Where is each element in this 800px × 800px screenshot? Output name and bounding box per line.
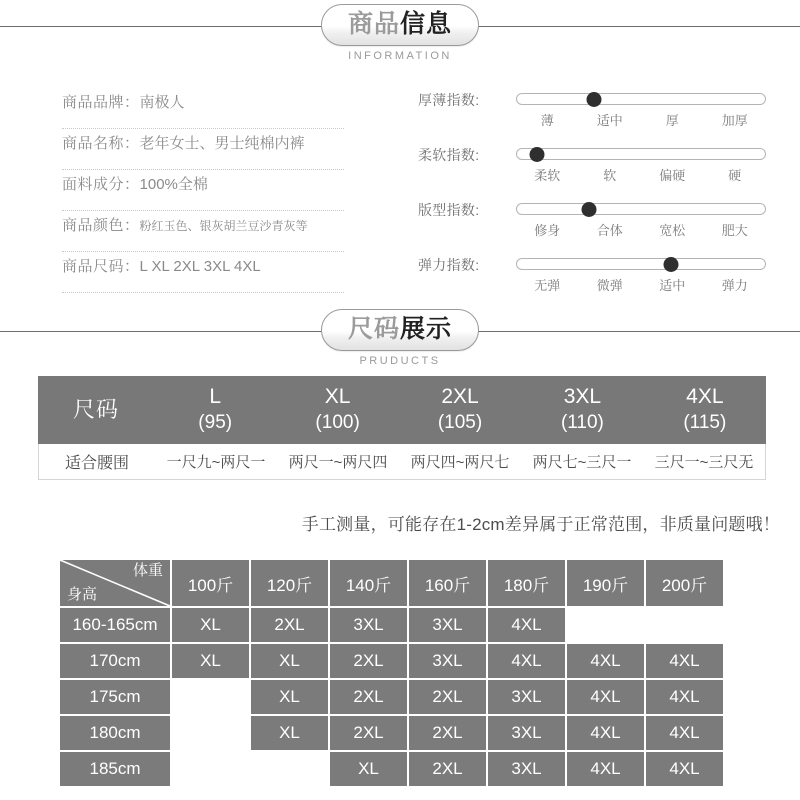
table-row — [60, 716, 723, 750]
info-label: 商品尺码： — [62, 258, 140, 275]
info-value: 100%全棉 — [139, 176, 208, 193]
hw-height-header: 185cm — [60, 752, 170, 786]
info-value: 南极人 — [139, 94, 185, 111]
size-chart-header-cell — [154, 376, 276, 444]
slider-tick-label: 偏硬 — [659, 168, 686, 183]
slider-track[interactable] — [516, 148, 766, 160]
slider-track[interactable] — [516, 93, 766, 105]
hw-size-cell: 4XL — [646, 752, 723, 786]
hw-size-cell: 3XL — [409, 644, 486, 678]
hw-size-cell: 2XL — [251, 608, 328, 642]
hw-weight-header: 100斤 — [172, 560, 249, 606]
section-title — [348, 9, 452, 39]
info-row — [62, 88, 362, 129]
info-row — [62, 211, 362, 252]
section-title — [348, 314, 452, 344]
hw-height-header: 175cm — [60, 680, 170, 714]
hw-size-cell: XL — [251, 644, 328, 678]
slider-label: 弹力指数: — [418, 257, 480, 273]
waist-value: 两尺四~两尺七 — [410, 454, 510, 471]
banner-rule-left — [0, 26, 330, 27]
hw-size-cell — [172, 680, 249, 714]
hw-size-cell: XL — [172, 608, 249, 642]
slider-handle[interactable] — [586, 92, 601, 107]
waist-value: 三尺一~三尺无 — [654, 454, 754, 471]
hw-size-cell: 4XL — [567, 716, 644, 750]
hw-size-cell: XL — [251, 716, 328, 750]
hw-height-header: 160-165cm — [60, 608, 170, 642]
slider-handle[interactable] — [663, 257, 678, 272]
size-number: (95) — [198, 412, 233, 433]
hw-size-cell: 2XL — [330, 644, 407, 678]
hw-size-cell: 2XL — [409, 716, 486, 750]
size-number: (110) — [560, 412, 604, 433]
slider-handle[interactable] — [581, 202, 596, 217]
size-number: (100) — [315, 412, 360, 433]
hw-weight-header: 120斤 — [251, 560, 328, 606]
size-name: 4XL — [686, 385, 724, 408]
info-row-text — [62, 88, 362, 118]
hw-height-header: 180cm — [60, 716, 170, 750]
hw-corner-weight-label: 体重 — [132, 562, 163, 579]
size-number: (105) — [437, 412, 483, 433]
section-title-dark: 展示 — [400, 315, 453, 343]
slider-label: 柔软指数: — [418, 147, 480, 163]
hw-size-cell — [172, 752, 249, 786]
slider-tick-label: 无弹 — [534, 278, 561, 293]
size-chart-header-cell — [521, 376, 643, 444]
hw-size-cell — [646, 608, 723, 642]
info-value: 粉红玉色、银灰胡兰豆沙青灰等 — [139, 219, 308, 233]
slider-row-fit — [418, 200, 778, 255]
section-title-light: 尺码 — [347, 315, 400, 343]
slider-tick-label: 弹力 — [721, 278, 748, 293]
info-row-text — [62, 211, 362, 241]
hw-weight-header: 140斤 — [330, 560, 407, 606]
hw-size-cell: 3XL — [488, 680, 565, 714]
hw-size-cell — [172, 716, 249, 750]
section-subtitle: INFORMATION — [348, 50, 452, 62]
hw-weight-header: 200斤 — [646, 560, 723, 606]
hw-size-cell: 4XL — [567, 752, 644, 786]
waist-value: 两尺一~两尺四 — [288, 454, 388, 471]
slider-tick-label: 薄 — [540, 113, 554, 128]
slider-tick-label: 硬 — [728, 168, 742, 183]
size-name: XL — [324, 385, 351, 408]
waist-row-label: 适合腰围 — [64, 455, 129, 472]
hw-size-cell: 4XL — [646, 644, 723, 678]
waist-value: 两尺七~三尺一 — [532, 454, 632, 471]
info-value: L XL 2XL 3XL 4XL — [139, 258, 261, 275]
slider-tick-label: 宽松 — [659, 223, 686, 238]
info-divider — [62, 292, 344, 293]
table-header-row — [60, 560, 723, 606]
section-title-light: 商品 — [347, 10, 400, 38]
hw-size-cell: 4XL — [646, 716, 723, 750]
hw-size-cell: 4XL — [488, 644, 565, 678]
size-number: (115) — [683, 412, 727, 433]
info-row — [62, 170, 362, 211]
size-name: L — [209, 385, 222, 408]
slider-tick-label: 加厚 — [721, 113, 748, 128]
size-chart-header-cell — [644, 376, 766, 444]
hw-size-cell: 4XL — [567, 680, 644, 714]
hw-size-cell: 2XL — [330, 716, 407, 750]
hw-height-header: 170cm — [60, 644, 170, 678]
slider-handle[interactable] — [529, 147, 544, 162]
size-name: 2XL — [441, 385, 479, 408]
slider-tick-label: 厚 — [665, 113, 679, 128]
hw-corner-height-label: 身高 — [67, 586, 98, 603]
size-chart-corner-label: 尺码 — [72, 397, 119, 422]
hw-weight-header: 160斤 — [409, 560, 486, 606]
size-chart-header-cell — [276, 376, 398, 444]
table-row — [60, 608, 723, 642]
hw-corner-cell — [60, 560, 170, 606]
table-row — [60, 752, 723, 786]
slider-ticks — [516, 220, 766, 239]
waist-value: 一尺九~两尺一 — [166, 454, 266, 471]
slider-track[interactable] — [516, 258, 766, 270]
info-value: 老年女士、男士纯棉内裤 — [139, 135, 305, 152]
slider-tick-label: 合体 — [596, 223, 623, 238]
info-label: 商品名称： — [62, 135, 140, 152]
hw-size-cell: XL — [330, 752, 407, 786]
size-chart-header-row — [38, 376, 766, 444]
hw-size-cell — [567, 608, 644, 642]
info-label: 商品品牌： — [62, 94, 140, 111]
size-chart-corner-cell — [38, 376, 154, 444]
hw-size-cell: 3XL — [409, 608, 486, 642]
hw-size-cell: XL — [251, 680, 328, 714]
size-name: 3XL — [563, 385, 602, 408]
table-row — [60, 644, 723, 678]
section-subtitle: PRUDUCTS — [359, 355, 441, 367]
size-chart-table — [38, 376, 766, 480]
hw-weight-header: 180斤 — [488, 560, 565, 606]
banner-rule-left — [0, 331, 330, 332]
banner-pill — [321, 4, 479, 46]
banner-pill — [321, 309, 479, 351]
slider-ticks — [516, 275, 766, 294]
index-sliders — [418, 90, 778, 310]
size-chart-header-cell — [399, 376, 521, 444]
info-row-text — [62, 252, 362, 282]
product-info-list — [62, 88, 362, 293]
slider-label: 版型指数: — [418, 202, 480, 218]
table-row — [60, 680, 723, 714]
slider-tick-label: 微弹 — [596, 278, 623, 293]
hw-size-cell: XL — [172, 644, 249, 678]
slider-row-elasticity — [418, 255, 778, 310]
slider-label: 厚薄指数: — [418, 92, 480, 108]
info-row — [62, 129, 362, 170]
slider-tick-label: 适中 — [596, 113, 623, 128]
slider-ticks — [516, 110, 766, 129]
slider-row-thickness — [418, 90, 778, 145]
slider-tick-label: 柔软 — [534, 168, 561, 183]
slider-tick-label: 适中 — [659, 278, 686, 293]
hw-size-cell: 3XL — [330, 608, 407, 642]
section-title-dark: 信息 — [400, 10, 453, 38]
banner-rule-right — [470, 331, 800, 332]
hw-size-cell: 3XL — [488, 716, 565, 750]
slider-tick-label: 修身 — [534, 223, 561, 238]
product-info-block — [0, 76, 800, 306]
slider-row-softness — [418, 145, 778, 200]
hw-weight-header: 190斤 — [567, 560, 644, 606]
hw-size-cell: 4XL — [567, 644, 644, 678]
banner-rule-right — [470, 26, 800, 27]
info-row-text — [62, 170, 362, 200]
hw-size-cell: 4XL — [488, 608, 565, 642]
measure-note: 手工测量，可能存在1-2cm差异属于正常范围，非质量问题哦！ — [301, 515, 780, 534]
hw-size-cell: 2XL — [409, 680, 486, 714]
hw-size-cell: 2XL — [330, 680, 407, 714]
hw-size-cell: 4XL — [646, 680, 723, 714]
height-weight-table — [58, 558, 725, 788]
hw-size-cell — [251, 752, 328, 786]
size-chart-waist-row — [38, 444, 766, 480]
section-banner-information — [0, 4, 800, 62]
section-banner-size-display — [0, 309, 800, 367]
hw-size-cell: 2XL — [409, 752, 486, 786]
info-row-text — [62, 129, 362, 159]
slider-track[interactable] — [516, 203, 766, 215]
slider-tick-label: 肥大 — [721, 223, 748, 238]
info-row — [62, 252, 362, 293]
info-label: 商品颜色： — [62, 217, 140, 234]
hw-size-cell: 3XL — [488, 752, 565, 786]
slider-tick-label: 软 — [603, 168, 617, 183]
info-label: 面料成分： — [62, 176, 140, 193]
slider-ticks — [516, 165, 766, 184]
